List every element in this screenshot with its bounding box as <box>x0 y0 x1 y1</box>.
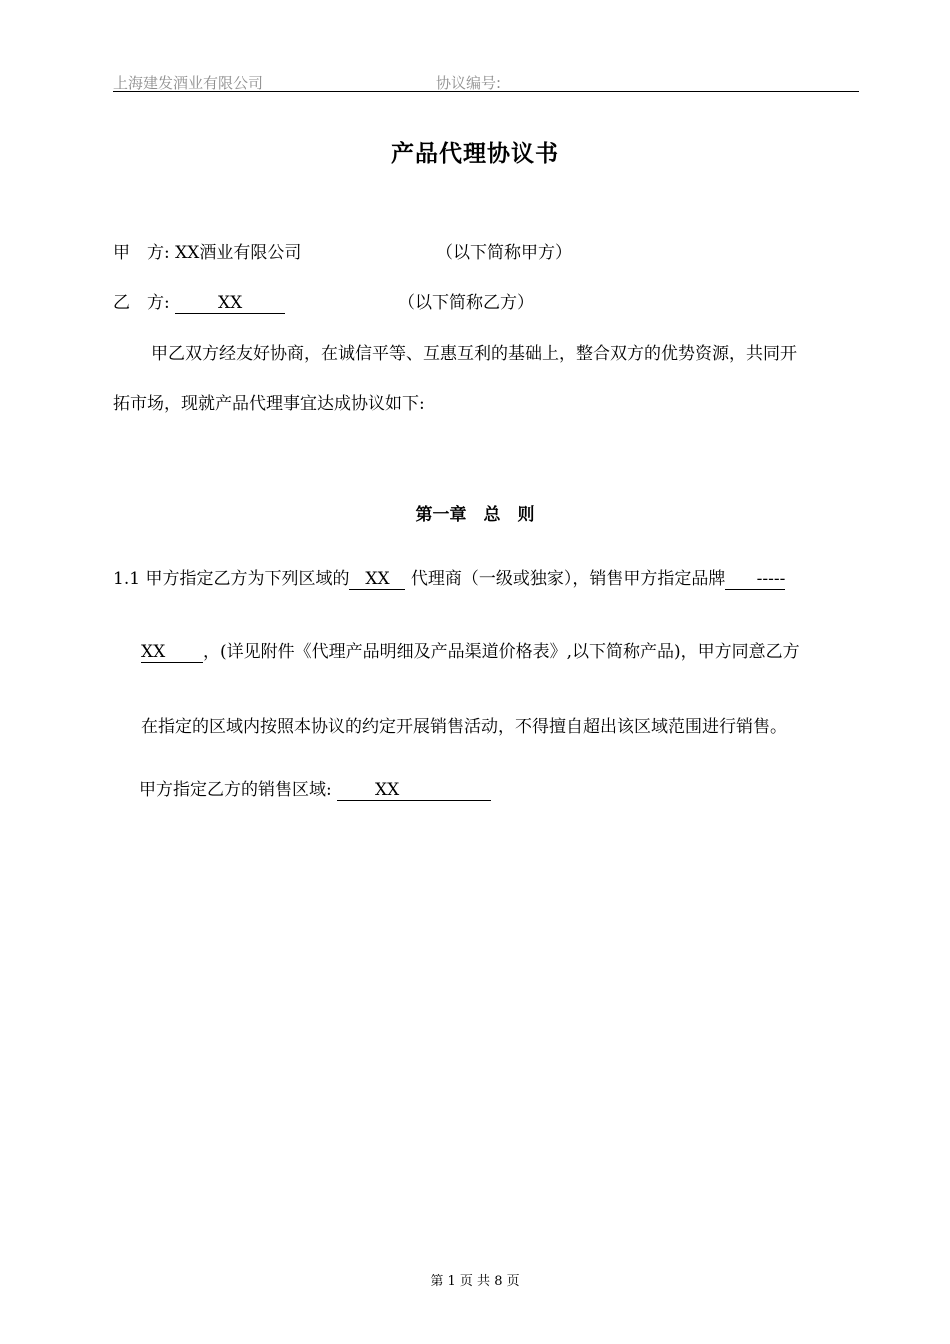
party-b-name-field: XX <box>175 295 285 314</box>
chapter-1-heading: 第一章 总 则 <box>415 505 535 525</box>
header-company-name: 上海建发酒业有限公司 <box>113 74 264 92</box>
clause-1-1-region-field: XX <box>349 571 405 590</box>
sales-area-field <box>337 782 491 801</box>
header-divider <box>113 91 859 92</box>
intro-line-1: 甲乙双方经友好协商，在诚信平等、互惠互利的基础上，整合双方的优势资源，共同开 <box>151 344 797 364</box>
clause-1-1-line-2 <box>141 637 800 663</box>
clause-1-1-line-3: 在指定的区域内按照本协议的约定开展销售活动，不得擅自超出该区域范围进行销售。 <box>141 717 787 737</box>
party-b-note: （以下简称乙方） <box>398 293 534 313</box>
sales-area-label: 甲方指定乙方的销售区域: <box>139 780 332 800</box>
party-b-label: 乙 方: <box>113 293 170 313</box>
page-footer: 第 1 页 共 8 页 <box>430 1274 520 1289</box>
clause-1-1-line-2-text: ，(详见附件《代理产品明细及产品渠道价格表》,以下简称产品)，甲方同意乙方 <box>203 642 800 662</box>
header-agreement-number-label: 协议编号: <box>436 74 502 92</box>
document-title: 产品代理协议书 <box>391 140 559 167</box>
party-a-name: XX酒业有限公司 <box>175 243 302 263</box>
intro-line-2: 拓市场，现就产品代理事宜达成协议如下: <box>113 394 425 414</box>
clause-1-1-line-1 <box>113 564 785 590</box>
clause-1-1-brand-field: XX <box>141 644 203 663</box>
clause-1-1-prefix: 1.1 甲方指定乙方为下列区域的 <box>113 569 350 589</box>
sales-area-value: XX <box>375 780 400 800</box>
sales-area-line <box>139 775 491 801</box>
party-a-label: 甲 方: <box>113 243 170 263</box>
clause-1-1-middle: 代理商（一级或独家），销售甲方指定品牌 <box>410 569 726 589</box>
party-b-line <box>113 288 285 314</box>
clause-1-1-brand-dashes: ----- <box>725 571 785 590</box>
party-a-line <box>113 238 301 263</box>
party-a-note: （以下简称甲方） <box>436 243 572 263</box>
